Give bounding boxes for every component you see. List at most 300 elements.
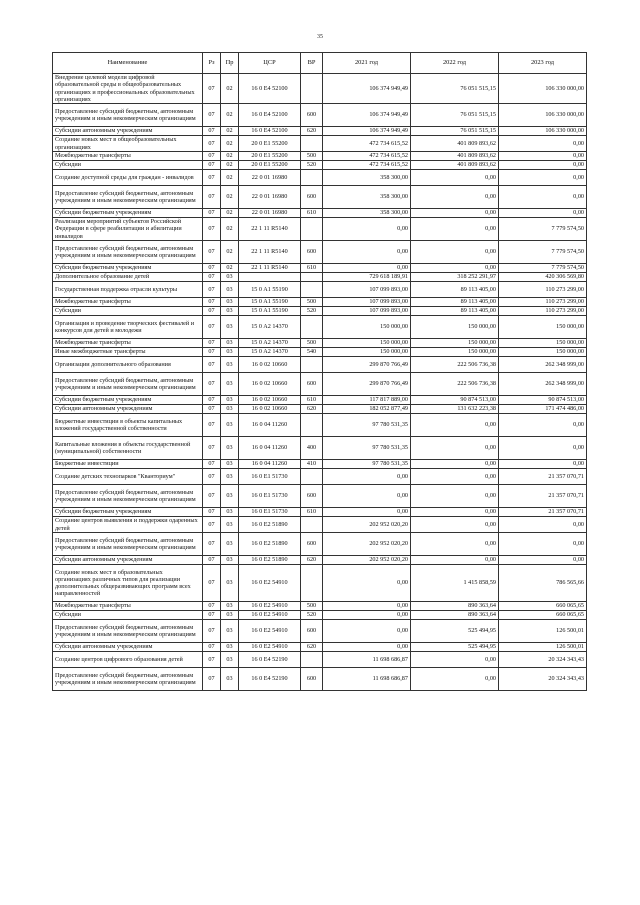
cell-vr: 520: [301, 307, 323, 316]
cell-vr: [301, 565, 323, 602]
cell-pr: 03: [221, 643, 239, 652]
cell-pr: 03: [221, 414, 239, 437]
cell-2021: 182 052 877,49: [323, 405, 411, 414]
cell-2021: 117 817 889,00: [323, 396, 411, 405]
cell-2023: 0,00: [499, 186, 587, 209]
table-row: [53, 273, 587, 282]
table-row: [53, 152, 587, 161]
cell-2021: 0,00: [323, 643, 411, 652]
cell-2023: 660 065,65: [499, 602, 587, 611]
cell-name: Субсидии бюджетным учреждениям: [53, 264, 203, 273]
cell-csr: 16 0 02 10660: [239, 357, 301, 373]
cell-pr: 03: [221, 517, 239, 533]
cell-pr: 03: [221, 602, 239, 611]
cell-csr: 16 0 E2 51890: [239, 556, 301, 565]
cell-name: Субсидии бюджетным учреждениям: [53, 209, 203, 218]
cell-vr: [301, 136, 323, 152]
table-row: [53, 282, 587, 298]
cell-2021: 202 952 020,20: [323, 533, 411, 556]
cell-name: Создание новых мест в общеобразовательных организациях: [53, 136, 203, 152]
cell-csr: 16 0 02 10660: [239, 396, 301, 405]
header-rz: Рз: [203, 53, 221, 74]
cell-rz: 07: [203, 264, 221, 273]
header-name: Наименование: [53, 53, 203, 74]
cell-name: Субсидии автономным учреждениям: [53, 405, 203, 414]
cell-csr: 16 0 E4 52190: [239, 652, 301, 668]
cell-2022: 525 494,95: [411, 620, 499, 643]
cell-2023: 110 273 299,00: [499, 282, 587, 298]
cell-2023: 106 330 000,00: [499, 127, 587, 136]
cell-pr: 02: [221, 241, 239, 264]
cell-2023: 0,00: [499, 556, 587, 565]
cell-2021: 97 780 531,35: [323, 460, 411, 469]
cell-csr: 22 0 01 16980: [239, 209, 301, 218]
table-row: [53, 218, 587, 241]
cell-2021: 358 300,00: [323, 209, 411, 218]
header-vr: ВР: [301, 53, 323, 74]
cell-2021: 150 000,00: [323, 316, 411, 339]
cell-pr: 02: [221, 152, 239, 161]
cell-2021: 0,00: [323, 565, 411, 602]
cell-vr: 600: [301, 668, 323, 691]
cell-csr: 16 0 E2 54910: [239, 643, 301, 652]
cell-2022: 0,00: [411, 218, 499, 241]
cell-vr: 610: [301, 508, 323, 517]
table-row: [53, 161, 587, 170]
table-row: [53, 373, 587, 396]
cell-2023: 420 306 569,80: [499, 273, 587, 282]
cell-2023: 110 273 299,00: [499, 298, 587, 307]
cell-pr: 03: [221, 273, 239, 282]
cell-rz: 07: [203, 414, 221, 437]
table-row: [53, 74, 587, 104]
cell-pr: 02: [221, 218, 239, 241]
cell-rz: 07: [203, 273, 221, 282]
cell-pr: 03: [221, 620, 239, 643]
cell-2021: 0,00: [323, 241, 411, 264]
cell-2022: 0,00: [411, 652, 499, 668]
cell-csr: 16 0 E2 54910: [239, 602, 301, 611]
cell-2022: 0,00: [411, 437, 499, 460]
cell-vr: 610: [301, 264, 323, 273]
cell-2021: 0,00: [323, 602, 411, 611]
cell-2023: 171 474 486,00: [499, 405, 587, 414]
cell-pr: 02: [221, 127, 239, 136]
table-row: [53, 533, 587, 556]
cell-vr: [301, 469, 323, 485]
cell-2022: 0,00: [411, 209, 499, 218]
cell-2022: 890 363,64: [411, 602, 499, 611]
cell-name: Предоставление субсидий бюджетным, автономным учреждениям и иным некоммерческим организациям: [53, 186, 203, 209]
cell-rz: 07: [203, 508, 221, 517]
cell-2022: 0,00: [411, 241, 499, 264]
table-row: [53, 298, 587, 307]
cell-vr: 520: [301, 611, 323, 620]
cell-rz: 07: [203, 517, 221, 533]
cell-2022: 0,00: [411, 170, 499, 186]
table-row: [53, 414, 587, 437]
cell-csr: 16 0 E2 54910: [239, 611, 301, 620]
cell-2022: 0,00: [411, 485, 499, 508]
cell-2022: 76 051 515,15: [411, 74, 499, 104]
table-row: [53, 620, 587, 643]
cell-name: Субсидии: [53, 611, 203, 620]
cell-name: Предоставление субсидий бюджетным, автономным учреждениям и иным некоммерческим организациям: [53, 668, 203, 691]
cell-pr: 02: [221, 209, 239, 218]
cell-pr: 03: [221, 556, 239, 565]
cell-2023: 262 348 999,00: [499, 373, 587, 396]
cell-2023: 126 500,01: [499, 620, 587, 643]
cell-pr: 03: [221, 460, 239, 469]
cell-2023: 0,00: [499, 161, 587, 170]
cell-2023: 0,00: [499, 152, 587, 161]
header-2022: 2022 год: [411, 53, 499, 74]
cell-2021: 107 099 893,00: [323, 282, 411, 298]
cell-2022: 90 874 513,00: [411, 396, 499, 405]
cell-name: Создание новых мест в образовательных организациях различных типов для реализации дополнительных общеразвивающих программ всех направленностей: [53, 565, 203, 602]
cell-name: Государственная поддержка отрасли культуры: [53, 282, 203, 298]
cell-csr: 20 0 E1 55200: [239, 161, 301, 170]
header-2021: 2021 год: [323, 53, 411, 74]
cell-rz: 07: [203, 611, 221, 620]
cell-2022: 0,00: [411, 414, 499, 437]
cell-2023: 0,00: [499, 460, 587, 469]
cell-name: Предоставление субсидий бюджетным, автономным учреждениям и иным некоммерческим организациям: [53, 485, 203, 508]
table-row: [53, 186, 587, 209]
cell-csr: 15 0 A1 55190: [239, 298, 301, 307]
cell-2022: 89 113 405,00: [411, 298, 499, 307]
cell-2022: 0,00: [411, 556, 499, 565]
cell-2021: 106 374 949,49: [323, 127, 411, 136]
cell-pr: 03: [221, 485, 239, 508]
cell-csr: 16 0 04 11260: [239, 414, 301, 437]
cell-pr: 03: [221, 282, 239, 298]
cell-vr: 600: [301, 620, 323, 643]
cell-2022: 150 000,00: [411, 316, 499, 339]
cell-2023: 262 348 999,00: [499, 357, 587, 373]
cell-csr: 16 0 E4 52190: [239, 668, 301, 691]
cell-2021: 299 870 766,49: [323, 373, 411, 396]
cell-vr: 620: [301, 556, 323, 565]
cell-vr: 600: [301, 186, 323, 209]
cell-vr: 500: [301, 339, 323, 348]
cell-2022: 0,00: [411, 508, 499, 517]
cell-name: Создание центров выявления и поддержки одаренных детей: [53, 517, 203, 533]
cell-vr: [301, 652, 323, 668]
cell-2021: 202 952 020,20: [323, 517, 411, 533]
cell-pr: 03: [221, 348, 239, 357]
cell-2022: 0,00: [411, 186, 499, 209]
cell-rz: 07: [203, 643, 221, 652]
cell-vr: 610: [301, 396, 323, 405]
cell-rz: 07: [203, 136, 221, 152]
cell-rz: 07: [203, 218, 221, 241]
cell-pr: 02: [221, 104, 239, 127]
table-row: [53, 170, 587, 186]
cell-name: Бюджетные инвестиции: [53, 460, 203, 469]
cell-name: Организации дополнительного образования: [53, 357, 203, 373]
cell-pr: 03: [221, 316, 239, 339]
cell-2022: 76 051 515,15: [411, 127, 499, 136]
cell-csr: 22 0 01 16980: [239, 186, 301, 209]
cell-rz: 07: [203, 241, 221, 264]
table-row: [53, 437, 587, 460]
cell-pr: 03: [221, 339, 239, 348]
cell-2021: 0,00: [323, 264, 411, 273]
header-pr: Пр: [221, 53, 239, 74]
cell-2023: 786 565,66: [499, 565, 587, 602]
cell-vr: 620: [301, 643, 323, 652]
cell-2021: 150 000,00: [323, 348, 411, 357]
table-row: [53, 264, 587, 273]
cell-name: Дополнительное образование детей: [53, 273, 203, 282]
cell-2023: 7 779 574,50: [499, 241, 587, 264]
cell-pr: 03: [221, 469, 239, 485]
cell-2023: 7 779 574,50: [499, 264, 587, 273]
cell-vr: 600: [301, 241, 323, 264]
cell-rz: 07: [203, 186, 221, 209]
cell-pr: 03: [221, 508, 239, 517]
cell-pr: 02: [221, 161, 239, 170]
cell-rz: 07: [203, 282, 221, 298]
table-row: [53, 136, 587, 152]
cell-csr: 16 0 E4 52100: [239, 127, 301, 136]
cell-csr: 22 0 01 16980: [239, 170, 301, 186]
cell-vr: 600: [301, 373, 323, 396]
cell-rz: 07: [203, 437, 221, 460]
cell-vr: [301, 517, 323, 533]
cell-pr: 03: [221, 357, 239, 373]
table-row: [53, 565, 587, 602]
cell-csr: 16 0 E1 51730: [239, 485, 301, 508]
cell-csr: 16 0 E2 51890: [239, 533, 301, 556]
cell-2023: 0,00: [499, 533, 587, 556]
cell-csr: 15 0 A1 55190: [239, 282, 301, 298]
cell-2022: 0,00: [411, 460, 499, 469]
cell-2023: 21 357 070,71: [499, 469, 587, 485]
table-row: [53, 348, 587, 357]
cell-2021: 106 374 949,49: [323, 104, 411, 127]
cell-rz: 07: [203, 556, 221, 565]
cell-csr: 16 0 E1 51730: [239, 469, 301, 485]
cell-2022: 0,00: [411, 469, 499, 485]
cell-name: Субсидии автономным учреждениям: [53, 127, 203, 136]
cell-2022: 525 494,95: [411, 643, 499, 652]
cell-rz: 07: [203, 565, 221, 602]
cell-csr: 15 0 A1 55190: [239, 307, 301, 316]
cell-vr: 610: [301, 209, 323, 218]
header-2023: 2023 год: [499, 53, 587, 74]
cell-2023: 90 874 513,00: [499, 396, 587, 405]
cell-rz: 07: [203, 357, 221, 373]
table-header-row: [53, 53, 587, 74]
cell-2021: 97 780 531,35: [323, 437, 411, 460]
cell-rz: 07: [203, 469, 221, 485]
table-row: [53, 405, 587, 414]
cell-2022: 890 363,64: [411, 611, 499, 620]
cell-vr: [301, 357, 323, 373]
cell-2021: 0,00: [323, 611, 411, 620]
cell-rz: 07: [203, 485, 221, 508]
cell-vr: 620: [301, 127, 323, 136]
cell-csr: 15 0 A2 14370: [239, 316, 301, 339]
cell-2023: 106 330 000,00: [499, 104, 587, 127]
cell-2021: 729 618 189,91: [323, 273, 411, 282]
cell-2023: 150 000,00: [499, 348, 587, 357]
table-row: [53, 668, 587, 691]
cell-name: Субсидии бюджетным учреждениям: [53, 396, 203, 405]
cell-pr: 02: [221, 74, 239, 104]
cell-2022: 0,00: [411, 533, 499, 556]
cell-vr: 600: [301, 485, 323, 508]
cell-rz: 07: [203, 316, 221, 339]
cell-csr: 22 1 11 R5140: [239, 264, 301, 273]
cell-rz: 07: [203, 460, 221, 469]
cell-2022: 318 252 291,97: [411, 273, 499, 282]
cell-2021: 472 734 615,52: [323, 152, 411, 161]
cell-2022: 401 809 893,62: [411, 161, 499, 170]
cell-rz: 07: [203, 170, 221, 186]
cell-vr: 500: [301, 152, 323, 161]
cell-2023: 21 357 070,71: [499, 508, 587, 517]
cell-2023: 660 065,65: [499, 611, 587, 620]
cell-2022: 150 000,00: [411, 339, 499, 348]
cell-2021: 97 780 531,35: [323, 414, 411, 437]
cell-rz: 07: [203, 298, 221, 307]
cell-name: Субсидии автономным учреждениям: [53, 556, 203, 565]
cell-vr: [301, 74, 323, 104]
cell-2022: 89 113 405,00: [411, 307, 499, 316]
cell-2023: 0,00: [499, 209, 587, 218]
cell-2023: 20 324 343,43: [499, 652, 587, 668]
table-row: [53, 517, 587, 533]
cell-name: Капитальные вложения в объекты государственной (муниципальной) собственности: [53, 437, 203, 460]
cell-2021: 358 300,00: [323, 170, 411, 186]
cell-pr: 03: [221, 533, 239, 556]
cell-pr: 03: [221, 437, 239, 460]
cell-pr: 03: [221, 298, 239, 307]
cell-vr: 500: [301, 602, 323, 611]
cell-2023: 150 000,00: [499, 339, 587, 348]
cell-2022: 222 506 736,38: [411, 357, 499, 373]
cell-2022: 0,00: [411, 668, 499, 691]
cell-2023: 0,00: [499, 517, 587, 533]
page-number: 35: [317, 34, 323, 40]
cell-2022: 1 415 858,59: [411, 565, 499, 602]
cell-vr: [301, 273, 323, 282]
cell-2023: 0,00: [499, 414, 587, 437]
cell-2022: 0,00: [411, 264, 499, 273]
cell-name: Межбюджетные трансферты: [53, 298, 203, 307]
cell-vr: 520: [301, 161, 323, 170]
cell-2022: 0,00: [411, 517, 499, 533]
cell-2023: 0,00: [499, 136, 587, 152]
cell-pr: 03: [221, 668, 239, 691]
cell-rz: 07: [203, 209, 221, 218]
cell-csr: 20 0 E1 55200: [239, 136, 301, 152]
cell-pr: 03: [221, 565, 239, 602]
cell-rz: 07: [203, 652, 221, 668]
cell-name: Субсидии автономным учреждениям: [53, 643, 203, 652]
cell-csr: 15 0 A2 14370: [239, 339, 301, 348]
cell-rz: 07: [203, 348, 221, 357]
cell-2021: 358 300,00: [323, 186, 411, 209]
cell-2021: 11 698 686,87: [323, 652, 411, 668]
table-row: [53, 556, 587, 565]
cell-2021: 202 952 020,20: [323, 556, 411, 565]
cell-name: Организация и проведение творческих фестивалей и конкурсов для детей и молодежи: [53, 316, 203, 339]
cell-name: Субсидии: [53, 307, 203, 316]
cell-vr: 500: [301, 298, 323, 307]
cell-2021: 0,00: [323, 508, 411, 517]
cell-csr: 16 0 04 11260: [239, 437, 301, 460]
table-row: [53, 209, 587, 218]
cell-2023: 150 000,00: [499, 316, 587, 339]
cell-rz: 07: [203, 74, 221, 104]
cell-vr: 600: [301, 104, 323, 127]
cell-2021: 472 734 615,52: [323, 136, 411, 152]
cell-2022: 76 051 515,15: [411, 104, 499, 127]
cell-name: Предоставление субсидий бюджетным, автономным учреждениям и иным некоммерческим организациям: [53, 533, 203, 556]
table-row: [53, 611, 587, 620]
cell-rz: 07: [203, 307, 221, 316]
cell-name: Межбюджетные трансферты: [53, 602, 203, 611]
table-row: [53, 469, 587, 485]
cell-2023: 106 330 000,00: [499, 74, 587, 104]
table-row: [53, 460, 587, 469]
cell-pr: 02: [221, 186, 239, 209]
cell-pr: 03: [221, 307, 239, 316]
cell-csr: 16 0 E1 51730: [239, 508, 301, 517]
cell-pr: 03: [221, 405, 239, 414]
cell-2022: 150 000,00: [411, 348, 499, 357]
cell-2021: 299 870 766,49: [323, 357, 411, 373]
cell-vr: 600: [301, 533, 323, 556]
cell-pr: 02: [221, 170, 239, 186]
cell-2021: 0,00: [323, 620, 411, 643]
cell-2021: 107 099 893,00: [323, 307, 411, 316]
cell-rz: 07: [203, 668, 221, 691]
cell-pr: 03: [221, 611, 239, 620]
cell-pr: 03: [221, 373, 239, 396]
cell-csr: 22 1 11 R5140: [239, 218, 301, 241]
cell-name: Создание центров цифрового образования детей: [53, 652, 203, 668]
cell-2023: 126 500,01: [499, 643, 587, 652]
cell-pr: 02: [221, 264, 239, 273]
table-row: [53, 127, 587, 136]
table-row: [53, 307, 587, 316]
cell-vr: 400: [301, 437, 323, 460]
cell-vr: [301, 414, 323, 437]
cell-name: Предоставление субсидий бюджетным, автономным учреждениям и иным некоммерческим организациям: [53, 241, 203, 264]
table-row: [53, 396, 587, 405]
cell-rz: 07: [203, 533, 221, 556]
header-csr: ЦСР: [239, 53, 301, 74]
table-row: [53, 316, 587, 339]
cell-pr: 02: [221, 136, 239, 152]
cell-vr: 620: [301, 405, 323, 414]
table-row: [53, 602, 587, 611]
cell-vr: [301, 282, 323, 298]
cell-csr: 16 0 E2 54910: [239, 620, 301, 643]
cell-2023: 7 779 574,50: [499, 218, 587, 241]
cell-2022: 131 632 223,38: [411, 405, 499, 414]
cell-name: Межбюджетные трансферты: [53, 339, 203, 348]
cell-csr: 16 0 02 10660: [239, 405, 301, 414]
table-row: [53, 652, 587, 668]
table-row: [53, 241, 587, 264]
cell-2021: 0,00: [323, 469, 411, 485]
